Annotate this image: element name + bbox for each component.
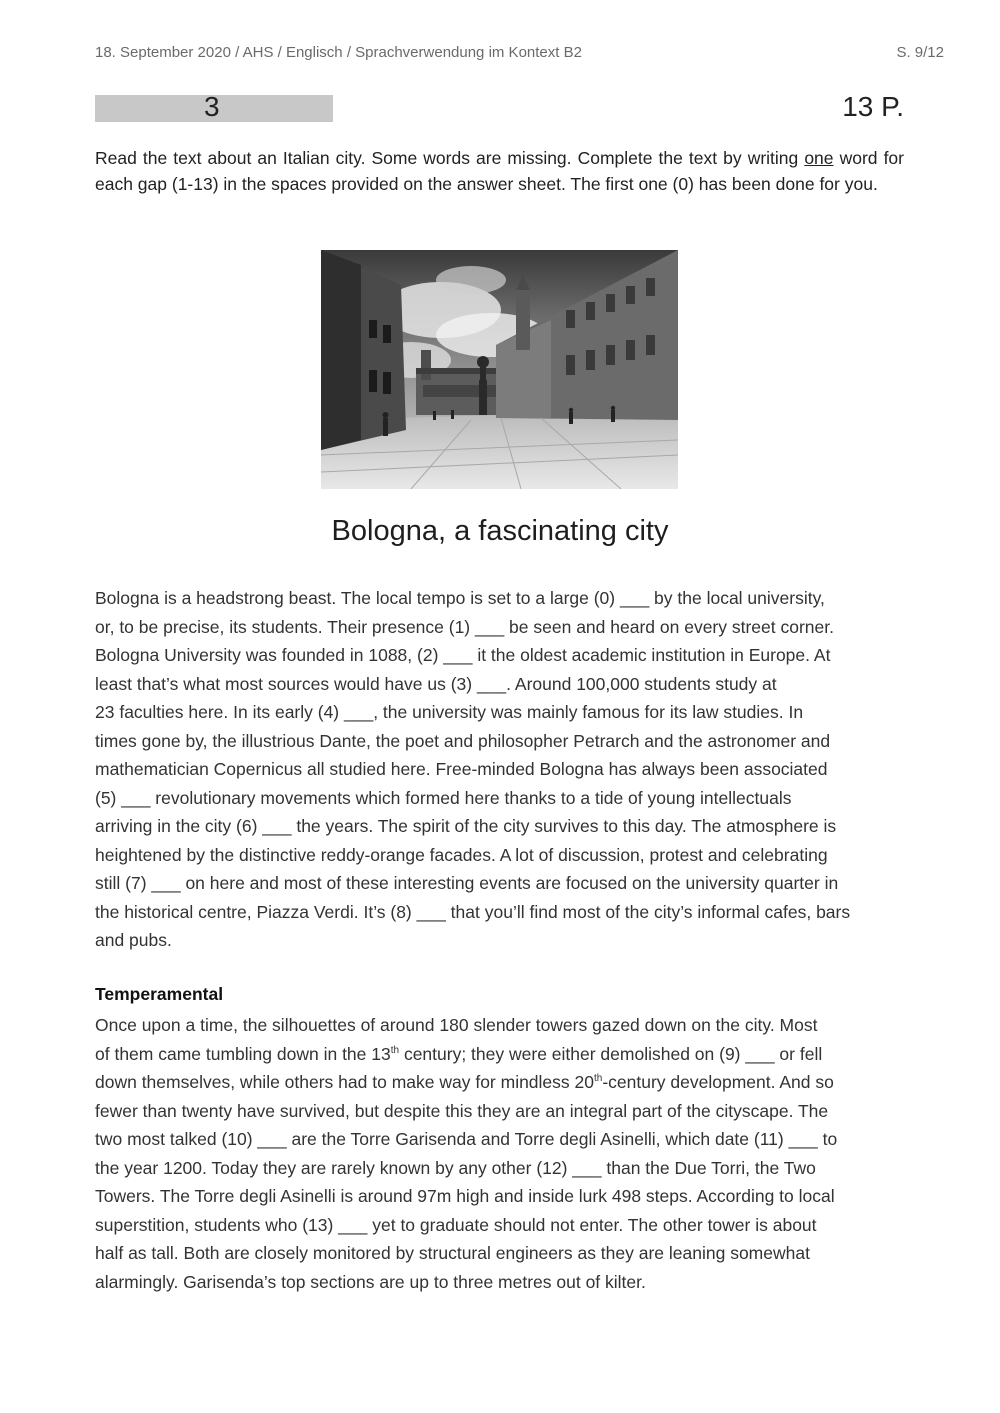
- paragraph-2-line: alarmingly. Garisenda’s top sections are up to three metres out of kilter.: [95, 1271, 646, 1292]
- paragraph-2-line: Towers. The Torre degli Asinelli is around 97m high and inside lurk 498 steps. According to local: [95, 1186, 835, 1206]
- paragraph-1-line: or, to be precise, its students. Their presence (1) ___ be seen and heard on every street corner.: [95, 616, 834, 637]
- paragraph-1-line: Bologna University was founded in 1088, (2) ___ it the oldest academic institution in Europe. At: [95, 645, 831, 665]
- bologna-piazza-photo: [321, 250, 678, 489]
- header-page-number: S. 9/12: [896, 44, 944, 61]
- line-part: century; they were either demolished on (9) ___ or fell: [399, 1043, 823, 1064]
- task-number: 3: [204, 91, 220, 122]
- paragraph-1-line: 23 faculties here. In its early (4) ___, the university was mainly famous for its law studies. In: [95, 702, 804, 722]
- paragraph-1: [95, 584, 915, 955]
- paragraph-1-line: mathematician Copernicus all studied here. Free-minded Bologna has always been associated: [95, 759, 828, 779]
- paragraph-1-line: least that’s what most sources would have us (3) ___. Around 100,000 students study at: [95, 673, 777, 694]
- section-subheading: Temperamental: [95, 984, 224, 1004]
- superscript: th: [594, 1073, 603, 1085]
- paragraph-1-line: arriving in the city (6) ___ the years. The spirit of the city survives to this day. The atmosphere is: [95, 816, 837, 836]
- paragraph-2-line: two most talked (10) ___ are the Torre Garisenda and Torre degli Asinelli, which date (11) ___ to: [95, 1129, 838, 1149]
- paragraph-2-line: [95, 1068, 915, 1097]
- paragraph-1-line: Bologna is a headstrong beast. The local tempo is set to a large (0) ___ by the local university,: [95, 588, 825, 608]
- article-title: Bologna, a fascinating city: [331, 515, 669, 547]
- paragraph-1-line: still (7) ___ on here and most of these interesting events are focused on the university quarter in: [95, 873, 839, 893]
- line-part: down themselves, while others had to make way for mindless 20: [95, 1072, 594, 1092]
- paragraph-2-line: [95, 1040, 915, 1069]
- superscript: th: [390, 1044, 400, 1056]
- task-points: 13 P.: [842, 91, 904, 122]
- paragraph-1-line: (5) ___ revolutionary movements which formed here thanks to a tide of young intellectuals: [95, 787, 792, 808]
- paragraph-2-line: fewer than twenty have survived, but despite this they are an integral part of the cityscape. The: [95, 1100, 829, 1121]
- instructions-underlined: one: [804, 148, 834, 168]
- header-exam-info: 18. September 2020 / AHS / Englisch / Sprachverwendung im Kontext B2: [95, 44, 582, 61]
- paragraph-1-line: times gone by, the illustrious Dante, the poet and philosopher Petrarch and the astronomer and: [95, 730, 831, 751]
- paragraph-2-line: Once upon a time, the silhouettes of around 180 slender towers gazed down on the city. Most: [95, 1015, 818, 1035]
- instructions-text-before: Read the text about an Italian city. Some words are missing. Complete the text by writing: [95, 148, 805, 168]
- paragraph-1-line: the historical centre, Piazza Verdi. It’s (8) ___ that you’ll find most of the city’s informal cafes, bars: [95, 901, 851, 922]
- paragraph-2: [95, 1011, 915, 1296]
- paragraph-1-line: and pubs.: [95, 930, 172, 950]
- paragraph-1-line: heightened by the distinctive reddy-orange facades. A lot of discussion, protest and celebrating: [95, 844, 828, 865]
- line-part: of them came tumbling down in the 13: [95, 1043, 391, 1064]
- line-part: -century development. And so: [602, 1072, 834, 1092]
- paragraph-2-line: the year 1200. Today they are rarely known by any other (12) ___ than the Due Torri, the Two: [95, 1157, 816, 1178]
- paragraph-2-line: half as tall. Both are closely monitored by structural engineers as they are leaning somewhat: [95, 1243, 810, 1263]
- instructions: [95, 146, 904, 197]
- instructions-text-after: word for each gap (1-13) in the spaces provided on the answer sheet. The first one (0) has been done for you.: [95, 148, 904, 194]
- paragraph-2-line: superstition, students who (13) ___ yet to graduate should not enter. The other tower is about: [95, 1214, 817, 1235]
